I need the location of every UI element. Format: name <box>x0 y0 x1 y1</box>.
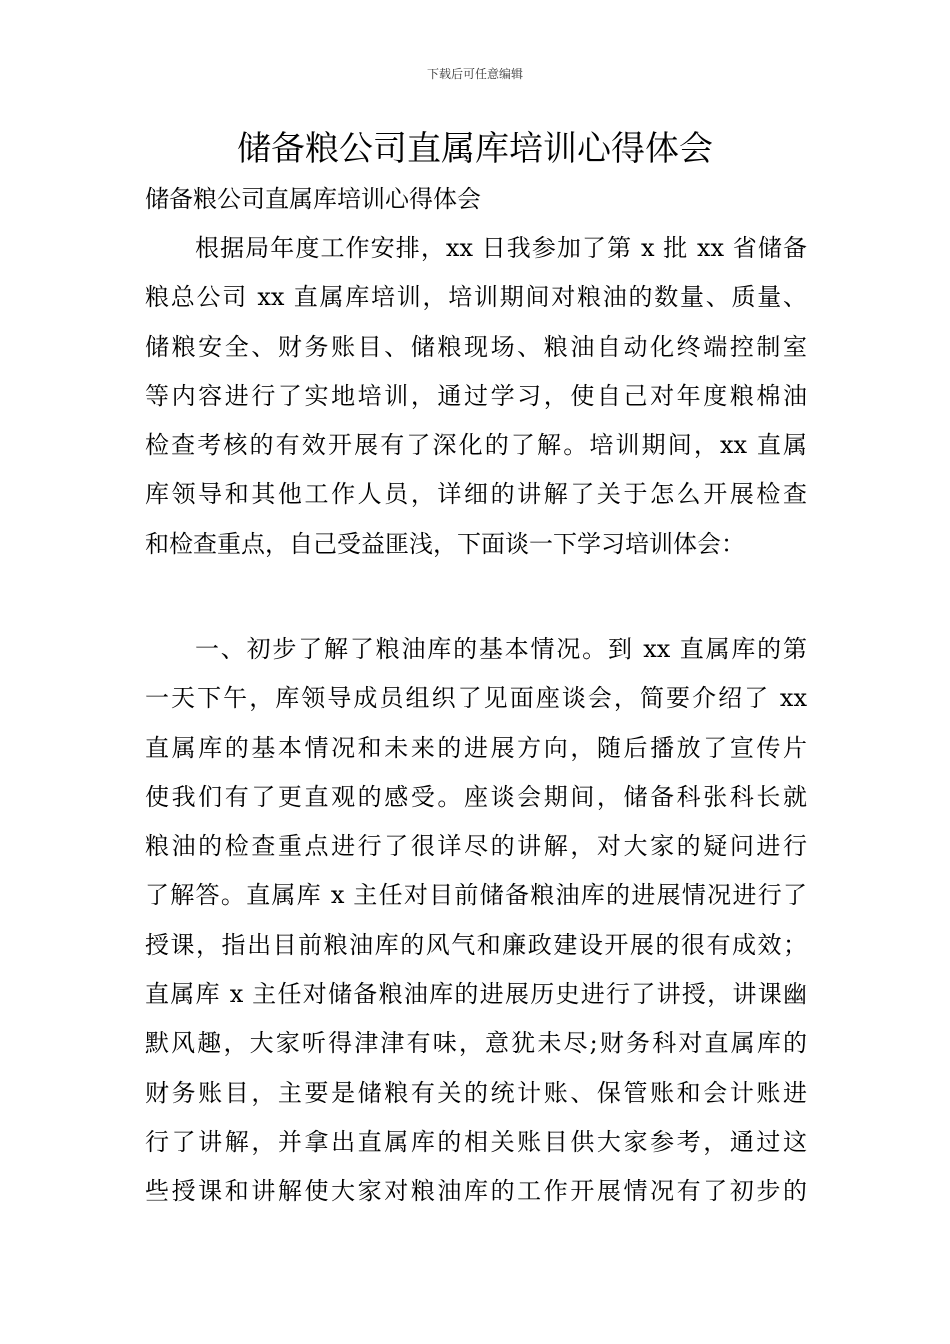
paragraph-line: 使我们有了更直观的感受。座谈会期间，储备科张科长就 <box>145 782 807 811</box>
paragraph-line: 检查考核的有效开展有了深化的了解。培训期间，xx 直属 <box>145 431 807 460</box>
paragraph-line: 和检查重点，自己受益匪浅，下面谈一下学习培训体会： <box>145 529 745 558</box>
document-title: 储备粮公司直属库培训心得体会 <box>237 129 713 169</box>
paragraph-line: 了解答。直属库 x 主任对目前储备粮油库的进展情况进行了 <box>145 881 807 910</box>
header-watermark: 下载后可任意编辑 <box>426 67 523 81</box>
paragraph-line: 直属库的基本情况和未来的进展方向，随后播放了宣传片 <box>145 733 807 762</box>
paragraph-line: 财务账目，主要是储粮有关的统计账、保管账和会计账进 <box>145 1078 807 1107</box>
paragraph-line: 授课，指出目前粮油库的风气和廉政建设开展的很有成效； <box>145 930 807 959</box>
paragraph-line: 默风趣，大家听得津津有味，意犹未尽;财务科对直属库的 <box>145 1029 807 1058</box>
paragraph-line: 一天下午，库领导成员组织了见面座谈会，简要介绍了 xx <box>145 684 807 713</box>
document-subtitle: 储备粮公司直属库培训心得体会 <box>145 185 481 213</box>
paragraph-section-one <box>145 625 807 1217</box>
paragraph-line: 库领导和其他工作人员，详细的讲解了关于怎么开展检查 <box>145 480 807 509</box>
paragraph-line: 直属库 x 主任对储备粮油库的进展历史进行了讲授，讲课幽 <box>145 980 807 1009</box>
paragraph-intro <box>145 224 807 569</box>
paragraph-line: 储粮安全、财务账目、储粮现场、粮油自动化终端控制室 <box>145 332 807 361</box>
paragraph-line: 等内容进行了实地培训，通过学习，使自己对年度粮棉油 <box>145 381 807 410</box>
paragraph-line: 一、初步了解了粮油库的基本情况。到 xx 直属库的第 <box>195 635 807 663</box>
paragraph-line: 粮总公司 xx 直属库培训，培训期间对粮油的数量、质量、 <box>145 283 807 312</box>
paragraph-line: 粮油的检查重点进行了很详尽的讲解，对大家的疑问进行 <box>145 832 807 861</box>
paragraph-line: 些授课和讲解使大家对粮油库的工作开展情况有了初步的 <box>145 1177 807 1206</box>
paragraph-line: 行了讲解，并拿出直属库的相关账目供大家参考，通过这 <box>145 1127 807 1156</box>
paragraph-line: 根据局年度工作安排，xx 日我参加了第 x 批 xx 省储备 <box>195 234 807 262</box>
